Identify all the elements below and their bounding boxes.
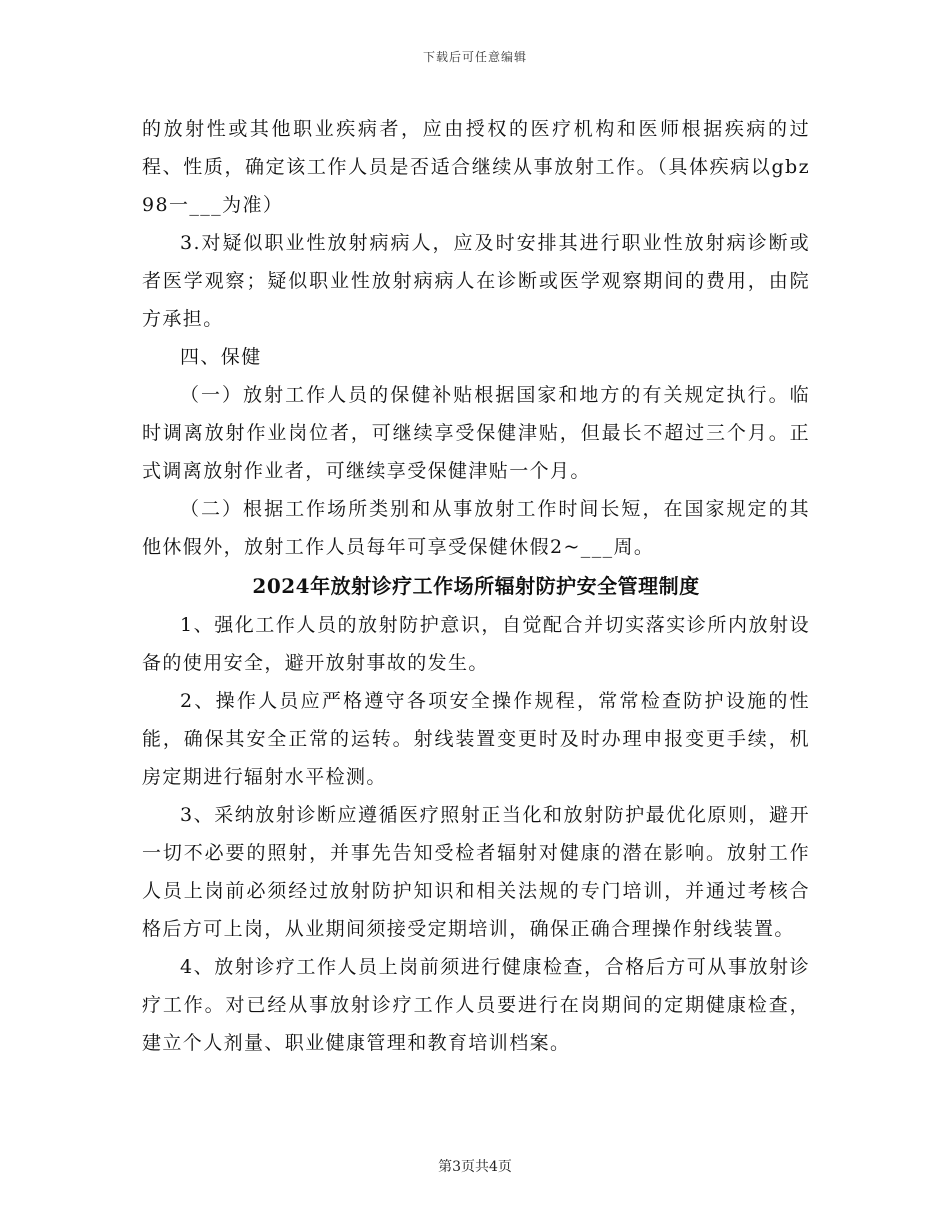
rule-item-4: 4、放射诊疗工作人员上岗前须进行健康检查，合格后方可从事放射诊疗工作。对已经从事放射诊疗工作人员要进行在岗期间的定期健康检查，建立个人剂量、职业健康管理和教育培训档案。 bbox=[142, 956, 810, 1054]
rule-item-1: 1、强化工作人员的放射防护意识，自觉配合并切实落实诊所内放射设备的使用安全，避开放射事故的发生。 bbox=[142, 614, 810, 674]
page-header: 下载后可任意编辑 bbox=[422, 50, 527, 64]
document-title: 2024年放射诊疗工作场所辐射防护安全管理制度 bbox=[252, 574, 700, 598]
paragraph-continuation: 的放射性或其他职业疾病者，应由授权的医疗机构和医师根据疾病的过程、性质，确定该工作人员是否适合继续从事放射工作。（具体疾病以gbz98一___为准） bbox=[142, 118, 810, 216]
paragraph-health-1: （一）放射工作人员的保健补贴根据国家和地方的有关规定执行。临时调离放射作业岗位者，可继续享受保健津贴，但最长不超过三个月。正式调离放射作业者，可继续享受保健津贴一个月。 bbox=[142, 384, 810, 482]
document-body bbox=[142, 110, 810, 1062]
rule-item-2: 2、操作人员应严格遵守各项安全操作规程，常常检查防护设施的性能，确保其安全正常的运转。射线装置变更时及时办理申报变更手续，机房定期进行辐射水平检测。 bbox=[142, 690, 810, 788]
page-number: 第3页共4页 bbox=[438, 1159, 512, 1175]
paragraph-item-3: 3.对疑似职业性放射病病人，应及时安排其进行职业性放射病诊断或者医学观察；疑似职业性放射病病人在诊断或医学观察期间的费用，由院方承担。 bbox=[142, 232, 810, 330]
section-heading-health: 四、保健 bbox=[180, 346, 262, 368]
paragraph-health-2: （二）根据工作场所类别和从事放射工作时间长短，在国家规定的其他休假外，放射工作人员每年可享受保健休假2~___周。 bbox=[142, 498, 810, 558]
rule-item-3: 3、采纳放射诊断应遵循医疗照射正当化和放射防护最优化原则，避开一切不必要的照射，并事先告知受检者辐射对健康的潜在影响。放射工作人员上岗前必须经过放射防护知识和相关法规的专门培训，并通过考核合格后方可上岗，从业期间须接受定期培训，确保正确合理操作射线装置。 bbox=[142, 804, 810, 940]
